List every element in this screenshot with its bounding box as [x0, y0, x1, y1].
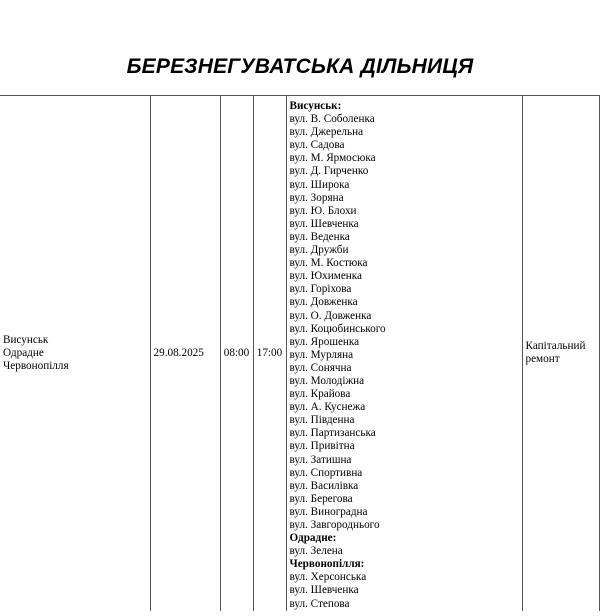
street-item: вул. Крайова: [289, 388, 351, 401]
end-time-cell: 17:00: [253, 96, 286, 611]
street-item: вул. Коцюбинського: [289, 322, 386, 335]
street-item: вул. Садова: [289, 139, 345, 152]
reason-line: Капітальний: [525, 340, 586, 353]
street-item: вул. Берегова: [289, 492, 353, 505]
street-item: вул. Широка: [289, 178, 350, 191]
streets-cell: [286, 96, 522, 611]
street-group: [290, 100, 519, 532]
street-item: вул. Спортивна: [289, 466, 363, 479]
village-name: Одрадне: [3, 346, 44, 359]
table-row: [0, 96, 599, 611]
street-item: вул. Степова: [289, 597, 350, 610]
street-item: вул. М. Ярмосюка: [289, 152, 376, 165]
street-item: вул. Херсонська: [289, 571, 367, 584]
street-item: вул. Д. Гирченко: [289, 165, 369, 178]
village-name: Червонопілля: [3, 359, 69, 372]
street-group-title: Одрадне:: [289, 532, 337, 545]
villages-cell: [0, 96, 150, 611]
street-item: вул. Мурляна: [289, 348, 354, 361]
street-item: вул. Юхименка: [289, 270, 363, 283]
street-group: [290, 558, 519, 610]
street-item: вул. Партизанська: [289, 427, 376, 440]
reason-line: ремонт: [525, 353, 560, 366]
street-item: вул. Шевченка: [289, 584, 359, 597]
street-item: вул. В. Соболенка: [289, 113, 375, 126]
street-item: вул. Веденка: [289, 230, 350, 243]
street-item: вул. Шевченка: [289, 217, 359, 230]
street-item: вул. Ярошенка: [289, 335, 360, 348]
street-item: вул. А. Куснежа: [289, 401, 366, 414]
street-item: вул. Дружби: [289, 244, 349, 257]
street-item: вул. Молодіжна: [289, 374, 365, 387]
street-group-title: Червонопілля:: [289, 558, 365, 571]
reason-cell: [522, 96, 599, 611]
street-item: вул. Завгороднього: [289, 519, 380, 531]
street-item: вул. Василівка: [289, 479, 359, 492]
street-item: вул. Південна: [289, 414, 355, 427]
street-item: вул. Зоряна: [289, 191, 344, 204]
street-item: вул. Зелена: [289, 545, 343, 558]
street-item: вул. Довженка: [289, 296, 358, 309]
page-title: БЕРЕЗНЕГУВАТСЬКА ДІЛЬНИЦЯ: [126, 55, 474, 78]
street-group-title: Висунськ:: [289, 100, 342, 112]
village-name: Висунськ: [3, 333, 49, 346]
street-item: вул. Затишна: [289, 453, 352, 466]
street-group: [290, 532, 519, 558]
street-item: вул. М. Костюка: [289, 257, 368, 270]
start-time-cell: 08:00: [220, 96, 253, 611]
street-item: вул. Джерельна: [289, 126, 364, 139]
street-item: вул. Горіхова: [289, 283, 352, 296]
street-item: вул. О. Довженка: [289, 309, 372, 322]
street-item: вул. Виноградна: [289, 505, 368, 518]
street-item: вул. Ю. Блохи: [289, 204, 357, 217]
street-item: вул. Сонячна: [289, 361, 352, 374]
street-item: вул. Привітна: [289, 440, 355, 453]
date-cell: 29.08.2025: [150, 96, 220, 611]
schedule-table: [0, 95, 600, 611]
